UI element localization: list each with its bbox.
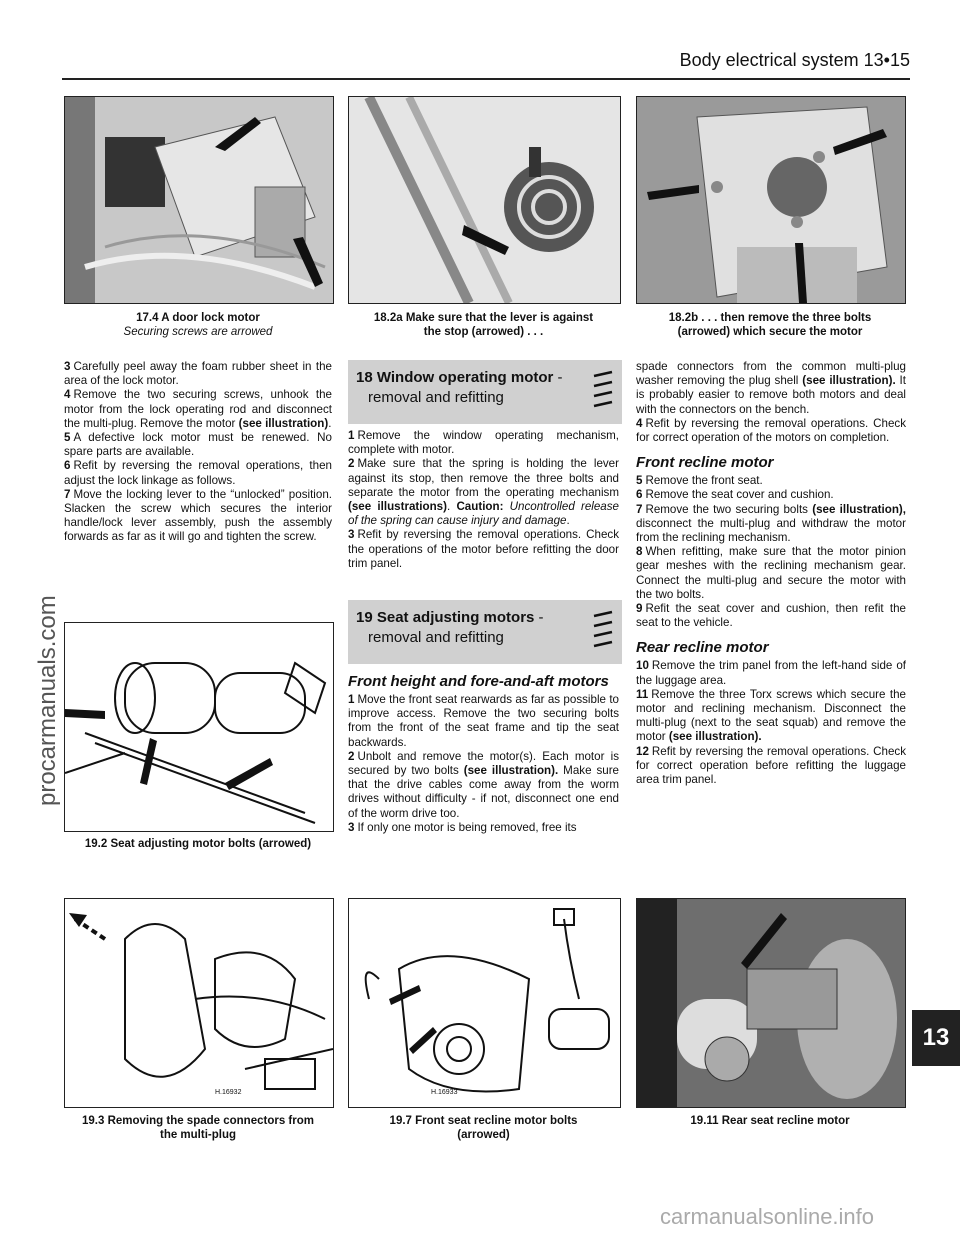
section-19-heading: 19 Seat adjusting motors - removal and refitting <box>348 600 622 664</box>
caption-18-2a: 18.2a Make sure that the lever is against the stop (arrowed) . . . <box>373 312 594 338</box>
difficulty-spanner-icon <box>588 366 618 418</box>
caption-19-3: 19.3 Removing the spade connectors from the multi-plug <box>82 1115 314 1141</box>
column-2-text-a: 1 Remove the window operating mechanism, complete with motor. 2 Make sure that the spring is holding the lever against its stop, then remove the three bolts and separate the motor from the operating mechanism (see illustrations). Caution: Uncontrolled release of the spring can cause injury and damage. 3 Refit by reversing the removal operations. Check the operations of the motor before refitting the door trim panel. <box>348 429 619 570</box>
page-header: Body electrical system 13•15 <box>679 50 910 70</box>
photo-window-motor-lever <box>348 96 621 304</box>
column-2-text-b: Front height and fore-and-aft motors 1 Move the front seat rearwards as far as possible to improve access. Remove the two securing bolts from the front of the seat frame and tip the seat backwards. 2 Unbolt and remove the motor(s). Each motor is secured by two bolts (see illustration). Make sure that the drive cables come away from the worm drives without difficulty - if not, disconnect one end of the worm drive too. 3 If only one motor is being removed, free its <box>348 673 620 834</box>
subheading-front-height: Front height and fore-and-aft motors <box>348 673 609 690</box>
footer-watermark: carmanualsonline.info <box>660 1204 875 1229</box>
subheading-front-recline: Front recline motor <box>636 454 774 472</box>
drawing-front-recline-motor <box>348 898 621 1108</box>
chapter-tab: 13 <box>912 1010 960 1066</box>
subheading-rear-recline: Rear recline motor <box>636 639 769 657</box>
photo-door-lock-motor <box>64 96 334 304</box>
caption-18-2b: 18.2b . . . then remove the three bolts (arrowed) which secure the motor <box>668 312 872 338</box>
caption-17-4: 17.4 A door lock motor Securing screws are arrowed <box>123 312 273 338</box>
photo-window-motor-bolts <box>636 96 906 304</box>
header-rule <box>62 78 910 80</box>
caption-19-7: 19.7 Front seat recline motor bolts (arrowed) <box>389 1115 578 1141</box>
column-3-text: spade connectors from the common multi-plug washer removing the plug shell (see illustration). It is probably easier to remove both motors and deal with the connectors on the bench. 4 Refit by reversing the removal operations. Check for correct operation of the motors on completion. Front recline motor 5 Remove the front seat. 6 Remove the seat cover and cushion. 7 Remove the two securing bolts (see illustration), disconnect the multi-plug and withdraw the motor from the reclining mechanism. 8 When refitting, make sure that the motor pinion gear meshes with the reclining mechanism gear. Connect the multi-plug and secure the motor with the two bolts. 9 Refit the seat cover and cushion, then refit the seat to the vehicle. Rear recline motor 10 Remove the trim panel from the left-hand side of the luggage area. 11 Remove the three Torx screws which secure the motor and reclining mechanism. Disconnect the multi-plug (next to the seat squab) and remove the motor (see illustration). 12 Refit by reversing the removal operations. Check for correct operation before refitting the luggage area trim panel. <box>636 360 906 787</box>
drawing-ref: H.16933 <box>431 1089 458 1096</box>
column-1-text: 3 Carefully peel away the foam rubber sheet in the area of the lock motor. 4 Remove the two securing screws, unhook the motor from the lock operating rod and disconnect the multi-plug. Remove the motor (see illustration). 5 A defective lock motor must be renewed. No spare parts are available. 6 Refit by reversing the removal operations, then adjust the lock linkage as follows. 7 Move the locking lever to the “unlocked” position. Slacken the screw which secures the interior handle/lock lever assembly, push the assembly forwards as far as it will go and tighten the screw. <box>64 360 332 544</box>
section-18-heading: 18 Window operating motor - removal and refitting <box>348 360 622 424</box>
caption-19-11: 19.11 Rear seat recline motor <box>690 1115 850 1127</box>
caption-19-2: 19.2 Seat adjusting motor bolts (arrowed) <box>84 838 312 850</box>
drawing-seat-adjusting-motors <box>64 622 334 832</box>
drawing-ref: H.16932 <box>215 1089 242 1096</box>
side-watermark: procarmanuals.com <box>34 595 61 806</box>
difficulty-spanner-icon <box>588 606 618 658</box>
photo-rear-recline-motor <box>636 898 906 1108</box>
drawing-spade-connectors <box>64 898 334 1108</box>
